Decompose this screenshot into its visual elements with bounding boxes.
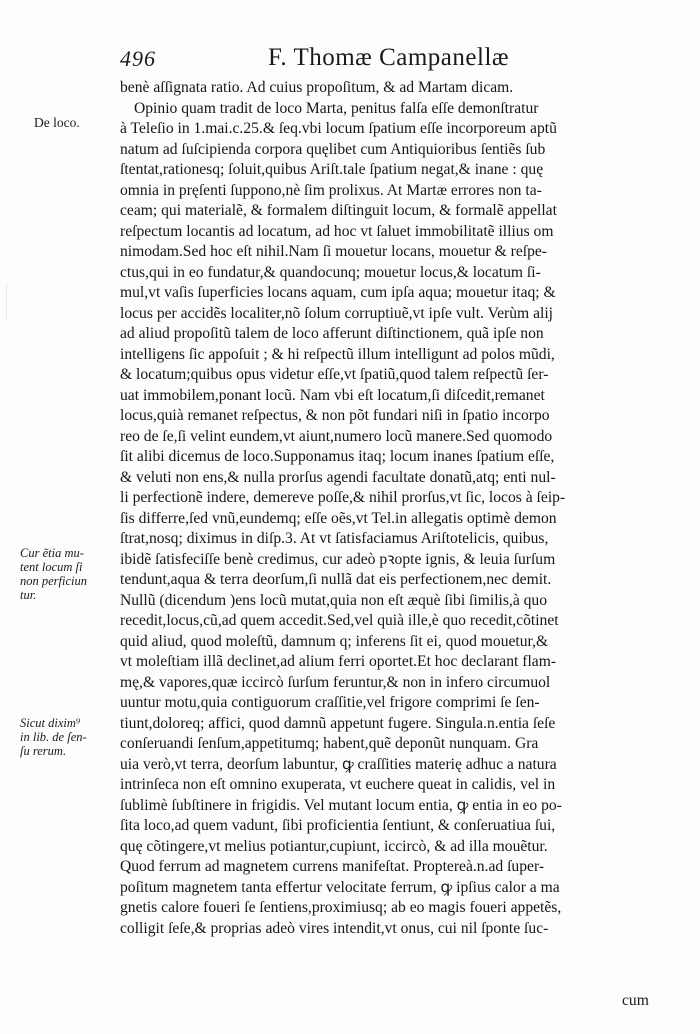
text-line: ſis differre,ſed vnũ,eundemq; eſſe oẽs,vt Tel.in allegatis optimè demon <box>120 509 557 527</box>
page-number: 496 <box>120 46 156 71</box>
page-header <box>120 42 580 72</box>
text-line: & locatum;quibus opus videtur eſſe,vt ſpatiũ,quod talem reſpectũ ſer- <box>120 366 549 383</box>
text-line: nimodam.Sed hoc eſt nihil.Nam ſi mouetur locans, mouetur & reſpe- <box>120 243 548 260</box>
text-line: reſpectum locantis ad locatum, ad hoc vt ſaluet immobilitatẽ illius om <box>120 222 554 240</box>
margin-note-line: in lib. de ſen- <box>20 730 87 744</box>
text-line: ibidẽ ſatisfeciſſe benè credimus, cur adeò pꝛopte ignis, & leuia ſurſum <box>120 550 556 568</box>
text-line: ſita loco,ad quem vadunt, ſibi proficientia ſentiunt, & conſeruatiua ſui, <box>120 817 556 834</box>
text-line: ſit alibi dicemus de loco.Supponamus itaq; locum inanes ſpatium eſſe, <box>120 448 555 465</box>
text-line: gnetis calore foueri ſe ſentiens,proximiusq; ab eo magis foueri appetẽs, <box>120 899 562 916</box>
margin-note-line: Cur ẽtia mu- <box>20 546 84 560</box>
margin-note-line: De loco. <box>34 115 80 130</box>
text-line: uat immobilem,ponant locũ. Nam vbi eſt locatum,ſi diſcedit,remanet <box>120 386 545 404</box>
text-line: tendunt,aqua & terra deorſum,ſi nullã dat eis perfectionem,nec demit. <box>120 571 552 588</box>
text-line: uia verò,vt terra, deorſum labuntur, ꝙ craſſities materię adhuc a natura <box>120 755 557 773</box>
text-line: ſtrat,nosq; diximus in diſp.3. At vt ſatisfaciamus Ariſtotelicis, quibus, <box>120 530 549 547</box>
text-line: locus,quià remanet reſpectus, & non põt fundari niſi in ſpatio incorpo <box>120 407 550 424</box>
text-line: conſeruandi ſenſum,appetitumq; habent,quẽ deponũt nunquam. Gra <box>120 735 539 752</box>
text-line: & veluti non ens,& nulla prorſus agendi facultate donatũ,atq; enti nul- <box>120 468 556 486</box>
text-line: à Teleſio in 1.mai.c.25.& ſeq.vbi locum ſpatium eſſe incorporeum aptũ <box>120 120 557 137</box>
text-line: ſtentat,rationesq; ſoluit,quibus Ariſt.tale ſpatium negat,& inane : quę <box>120 161 544 178</box>
text-line: ceam; qui materialẽ, & formalem diſtinguit locum, & formalẽ appellat <box>120 202 557 219</box>
text-line: ctus,qui in eo fundatur,& quandocunq; mouetur locus,& locatum ſi- <box>120 263 541 281</box>
catchword: cum <box>622 992 649 1009</box>
text-line: quid aliud, quod moleſtũ, damnum q; inferens ſit ei, quod mouetur,& <box>120 632 549 650</box>
text-line: vt moleſtiam illã declinet,ad alium ferri oportet.Et hoc declarant flam- <box>120 653 557 670</box>
text-line: natum ad ſuſcipienda corpora quęlibet cum Antiquioribus ſentiẽs ſub <box>120 140 546 158</box>
text-line: benè aſſignata ratio. Ad cuius propoſitum, & ad Martam dicam. <box>120 79 514 96</box>
text-line: poſitum magnetem tanta effertur velocitate ferrum, ꝙ ipſius calor a ma <box>120 878 560 896</box>
text-line: colligit ſeſe,& proprias adeò vires intendit,vt onus, cui nil ſponte ſuc- <box>120 919 549 937</box>
text-line: Quod ferrum ad magnetem currens manifeſtat. Proptereà.n.ad ſuper- <box>120 858 545 875</box>
text-line: uuntur motu,quia contiguorum craſſitie,vel frigore comprimi ſe ſen- <box>120 694 540 711</box>
margin-note-line: non perficiun <box>20 574 88 588</box>
text-line: omnia in pręſenti ſuppono,nè ſim prolixus. At Martæ errores non ta- <box>120 181 542 199</box>
text-line: mul,vt vaſis ſuperficies locans aquam, cum ipſa aqua; mouetur itaq; & <box>120 284 556 301</box>
running-head: F. Thomæ Campanellæ <box>268 44 510 71</box>
text-line: recedit,locus,cũ,ad quem accedit.Sed,vel quià ille,è quo recedit,cõtinet <box>120 612 559 629</box>
margin-note-line: Sicut dixim⁹ <box>20 716 81 730</box>
margin-note-line: tur. <box>20 588 37 602</box>
bleed-through-mark <box>6 284 47 320</box>
text-line: tiunt,doloreq; affici, quod damnũ appetunt fugere. Singula.n.entia ſeſe <box>120 714 556 732</box>
text-line: ſublimè ſubſtinere in frigidis. Vel mutant locum entia, ꝙ entia in eo po- <box>120 796 562 814</box>
margin-note-line: ſu rerum. <box>20 744 67 758</box>
body-text <box>120 78 672 939</box>
margin-note-cur-etia <box>20 546 112 602</box>
margin-note-line: tent locum ſi <box>20 560 83 574</box>
text-line: locus per accidẽs localiter,nõ ſolum corruptiuẽ,vt ipſe vult. Verùm alij <box>120 304 553 322</box>
text-line: li perfectionẽ indere, demereve poſſe,& nihil prorſus,vt ſic, locos à ſeip- <box>120 489 566 506</box>
margin-note-de-loco <box>34 116 126 130</box>
text-line: intrinſeca non eſt omnino exuperata, vt euchere queat in calidis, vel in <box>120 776 556 793</box>
text-line: quę cõtingere,vt melius potiantur,cupiunt, iccircò, & ad illa mouẽtur. <box>120 837 548 855</box>
text-line: mę,& vapores,quæ iccircò ſurſum feruntur,& non in infero circumuol <box>120 673 551 691</box>
text-line: reo de ſe,ſi velint eundem,vt aiunt,numero locũ manere.Sed quomodo <box>120 427 553 445</box>
text-line: Opinio quam tradit de loco Marta, penitus falſa eſſe demonſtratur <box>134 99 539 117</box>
margin-note-sicut-diximus <box>20 716 112 758</box>
text-line: intelligens ſic appoſuit ; & hi reſpectũ illum intelligunt ad polos mũdi, <box>120 345 555 363</box>
text-line: Nullũ (dicendum )ens locũ mutat,quia non eſt æquè ſibi ſimilis,à quo <box>120 591 548 609</box>
text-line: ad aliud propoſitũ talem de loco afferunt diſtinctionem, quã ipſe non <box>120 325 544 342</box>
